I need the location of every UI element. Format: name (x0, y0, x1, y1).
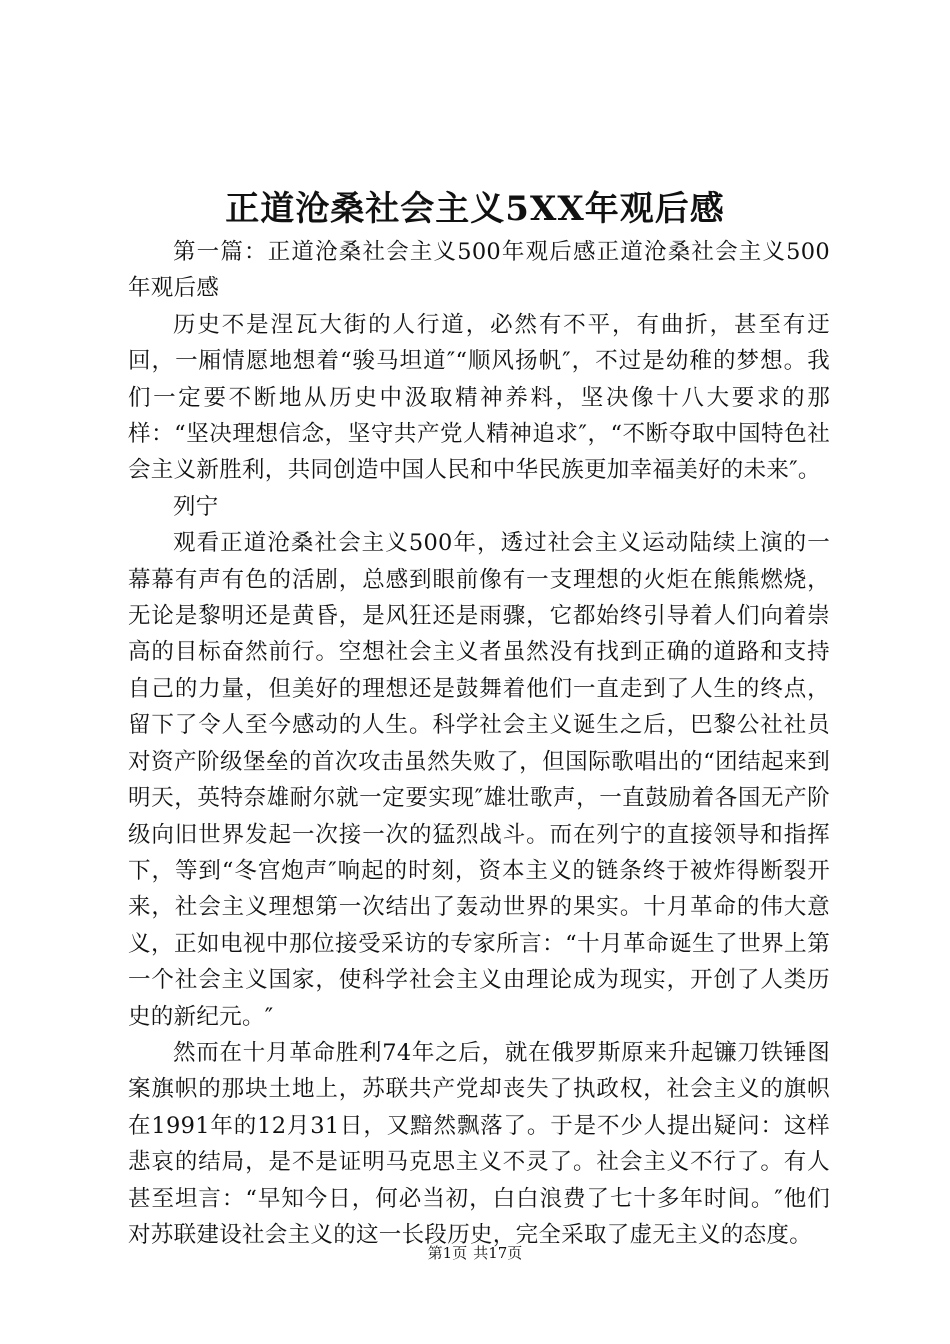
paragraph-history: 历史不是涅瓦大街的人行道，必然有不平，有曲折，甚至有迂回，一厢情愿地想着“骏马坦道″“顺风扬帆″，不过是幼稚的梦想。我们一定要不断地从历史中汲取精神养料，坚决像十八大要求的那样：“坚决理想信念，坚守共产党人精神追求″，“不断夺取中国特色社会主义新胜利，共同创造中国人民和中华民族更加幸福美好的未来″。 (128, 311, 830, 484)
paragraph-watching: 观看正道沧桑社会主义500年，透过社会主义运动陆续上演的一幕幕有声有色的活剧，总感到眼前像有一支理想的火炬在熊熊燃烧，无论是黎明还是黄昏，是风狂还是雨骤，它都始终引导着人们向着崇高的目标奋然前行。空想社会主义者虽然没有找到正确的道路和支持自己的力量，但美好的理想还是鼓舞着他们一直走到了人生的终点，留下了令人至今感动的人生。科学社会主义诞生之后，巴黎公社社员对资产阶级堡垒的首次攻击虽然失败了，但国际歌唱出的“团结起来到明天，英特奈雄耐尔就一定要实现″雄壮歌声，一直鼓励着各国无产阶级向旧世界发起一次接一次的猛烈战斗。而在列宁的直接领导和指挥下，等到“冬宫炮声″响起的时刻，资本主义的链条终于被炸得断裂开来，社会主义理想第一次结出了轰动世界的果实。十月革命的伟大意义，正如电视中那位接受采访的专家所言：“十月革命诞生了世界上第一个社会主义国家，使科学社会主义由理论成为现实，开创了人类历史的新纪元。″ (128, 530, 830, 1030)
page-number: 第1页 (427, 1244, 468, 1262)
total-pages: 共17页 (473, 1244, 523, 1262)
paragraph-soviet-collapse: 然而在十月革命胜利74年之后，就在俄罗斯原来升起镰刀铁锤图案旗帜的那块土地上，苏联共产党却丧失了执政权，社会主义的旗帜在1991年的12月31日，又黯然飘落了。于是不少人提出疑问：这样悲哀的结局，是不是证明马克思主义不灵了。社会主义不行了。有人甚至坦言：“早知今日，何必当初，白白浪费了七十多年时间。″他们对苏联建设社会主义的这一长段历史，完全采取了虚无主义的态度。 (128, 1039, 830, 1248)
paragraph-chapter-heading: 第一篇：正道沧桑社会主义500年观后感正道沧桑社会主义500年观后感 (128, 239, 830, 302)
page-footer (0, 1243, 950, 1263)
paragraph-lenin: 列宁 (173, 493, 219, 520)
document-body (128, 234, 830, 1253)
document-title: 正道沧桑社会主义5XX年观后感 (225, 189, 725, 229)
